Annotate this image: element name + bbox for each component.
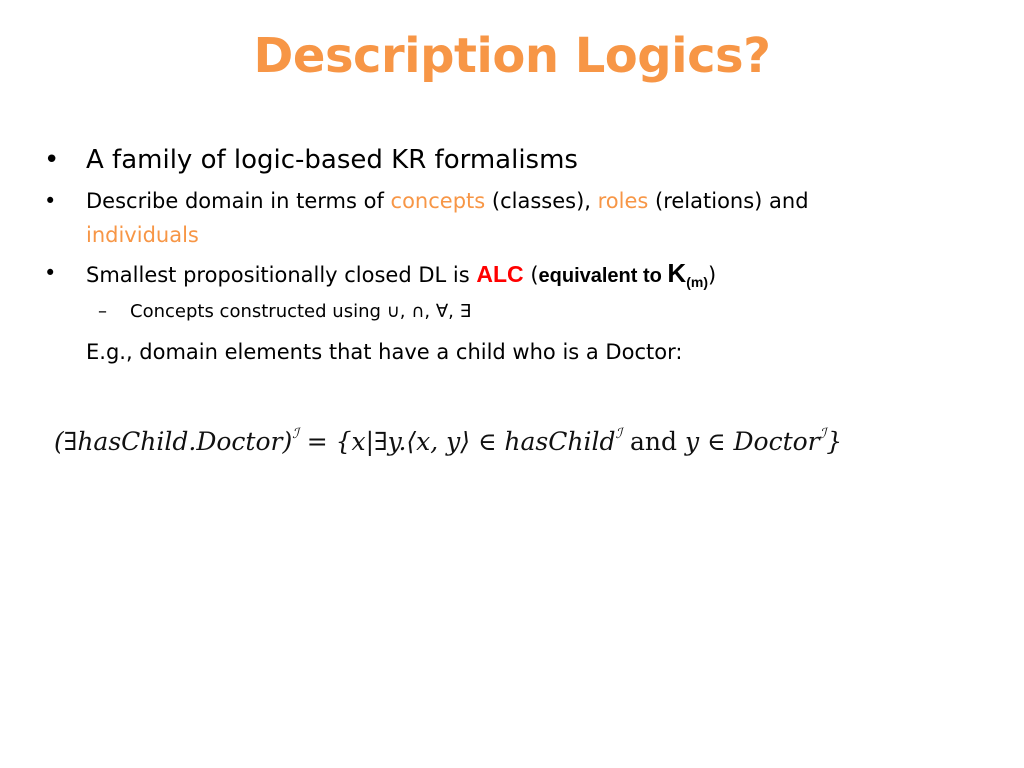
- bullet-text: (classes),: [485, 189, 598, 213]
- bullet-text: ): [707, 263, 717, 287]
- alc-label: ALC: [476, 261, 524, 287]
- bullet-text: A family of logic-based KR formalisms: [86, 145, 578, 175]
- formula-and: and: [622, 427, 685, 456]
- k-subscript: (m): [686, 274, 708, 290]
- term-concepts: concepts: [390, 189, 486, 213]
- bullet-text: (: [523, 263, 539, 287]
- formula-lhs: (∃hasChild.Doctor): [54, 427, 293, 456]
- bullet-text: Describe domain in terms of: [86, 189, 391, 213]
- example-text: E.g., domain elements that have a child who is a Doctor:: [86, 340, 683, 364]
- interpretation-superscript: ℐ: [819, 426, 827, 442]
- bullet-text: (relations) and: [648, 189, 809, 213]
- bullet-dot-icon: •: [44, 189, 57, 213]
- sub-bullet-text: Concepts constructed using ∪, ∩, ∀, ∃: [130, 301, 471, 322]
- interpretation-superscript: ℐ: [292, 426, 299, 442]
- formula-rhs: y ∈ Doctor: [684, 427, 820, 456]
- interpretation-superscript: ℐ: [615, 426, 623, 442]
- bullet-item: [44, 140, 984, 180]
- bullet-item: [44, 256, 984, 299]
- equivalent-text: equivalent to: [538, 265, 668, 287]
- formula-close: }: [826, 427, 843, 456]
- bullet-dot-icon: •: [44, 261, 57, 285]
- sub-bullet-item: [44, 299, 984, 325]
- term-roles: roles: [597, 189, 649, 213]
- bullet-text: Smallest propositionally closed DL is: [86, 263, 477, 287]
- slide-title: Description Logics?: [253, 28, 771, 84]
- k-label: K: [667, 258, 687, 288]
- dash-icon: –: [98, 301, 107, 322]
- term-individuals: individuals: [86, 223, 199, 247]
- bullet-item: [44, 184, 984, 252]
- formula-set-start: = {x|∃y.⟨x, y⟩ ∈ hasChild: [298, 427, 616, 456]
- bullet-dot-icon: •: [44, 145, 60, 175]
- semantics-formula: [54, 426, 1014, 456]
- bullet-list: [44, 140, 984, 367]
